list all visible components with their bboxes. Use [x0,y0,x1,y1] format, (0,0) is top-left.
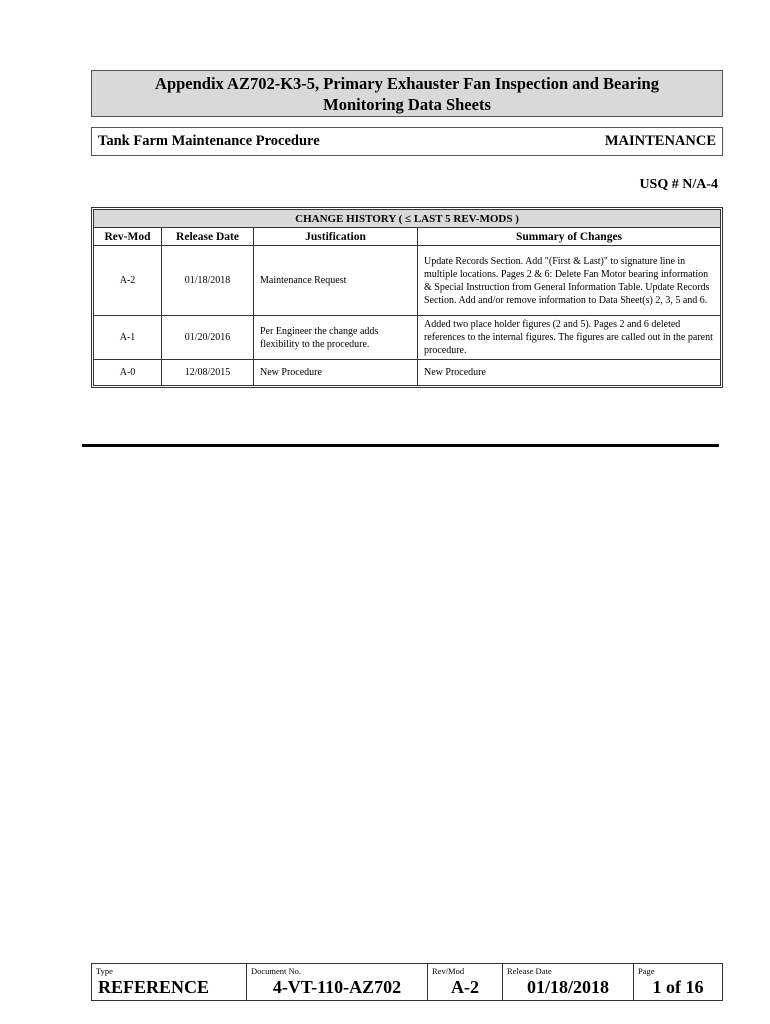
footer-type-label: Type [96,966,113,976]
footer-rev-value: A-2 [451,977,479,997]
footer-release-date [503,964,634,1000]
release-date-cell: 12/08/2015 [162,360,254,386]
release-date-cell: 01/20/2016 [162,316,254,360]
title-line-1: Appendix AZ702-K3-5, Primary Exhauster Fan Inspection and Bearing [155,73,659,93]
footer-doc-label: Document No. [251,966,302,976]
justification-cell: Per Engineer the change adds flexibility to the procedure. [254,316,418,360]
footer-page [634,964,722,1000]
column-header: Release Date [162,228,254,246]
column-header: Summary of Changes [418,228,721,246]
title-line-2: Monitoring Data Sheets [323,94,491,114]
footer-page-label: Page [638,966,655,976]
table-row [94,316,721,360]
rev-mod-cell: A-0 [94,360,162,386]
footer-date-label: Release Date [507,966,552,976]
table-row [94,246,721,316]
footer-document-number [247,964,428,1000]
summary-cell: Added two place holder figures (2 and 5). Pages 2 and 6 deleted references to the internal figures. The figures are called out in the parent procedure. [418,316,721,360]
procedure-name: Tank Farm Maintenance Procedure [98,133,320,149]
procedure-header [91,127,723,156]
change-history-table [91,207,723,388]
summary-cell: Update Records Section. Add "(First & Last)" to signature line in multiple locations. Pages 2 & 6: Delete Fan Motor bearing information & Special Instruction from General Information Table. Update Records Section. Add and/or remove information to Data Sheet(s) 2, 3, 5 and 6. [418,246,721,316]
usq-number: USQ # N/A-4 [639,177,718,192]
document-title [91,70,723,117]
change-history-title: CHANGE HISTORY ( ≤ LAST 5 REV-MODS ) [94,210,721,228]
footer-doc-value: 4-VT-110-AZ702 [272,977,402,997]
table-row [94,360,721,386]
section-divider [82,444,719,447]
footer-date-value: 01/18/2018 [526,977,609,997]
column-header: Rev-Mod [94,228,162,246]
footer-page-value: 1 of 16 [652,977,704,997]
footer-rev-mod [428,964,503,1000]
change-history-header-row [94,228,721,246]
column-header: Justification [254,228,418,246]
justification-cell: Maintenance Request [254,246,418,316]
justification-cell: New Procedure [254,360,418,386]
footer-rev-label: Rev/Mod [432,966,465,976]
document-footer [91,963,723,1001]
rev-mod-cell: A-2 [94,246,162,316]
footer-type-value: REFERENCE [98,977,210,997]
release-date-cell: 01/18/2018 [162,246,254,316]
summary-cell: New Procedure [418,360,721,386]
footer-type [92,964,247,1000]
procedure-category: MAINTENANCE [604,133,716,149]
rev-mod-cell: A-1 [94,316,162,360]
